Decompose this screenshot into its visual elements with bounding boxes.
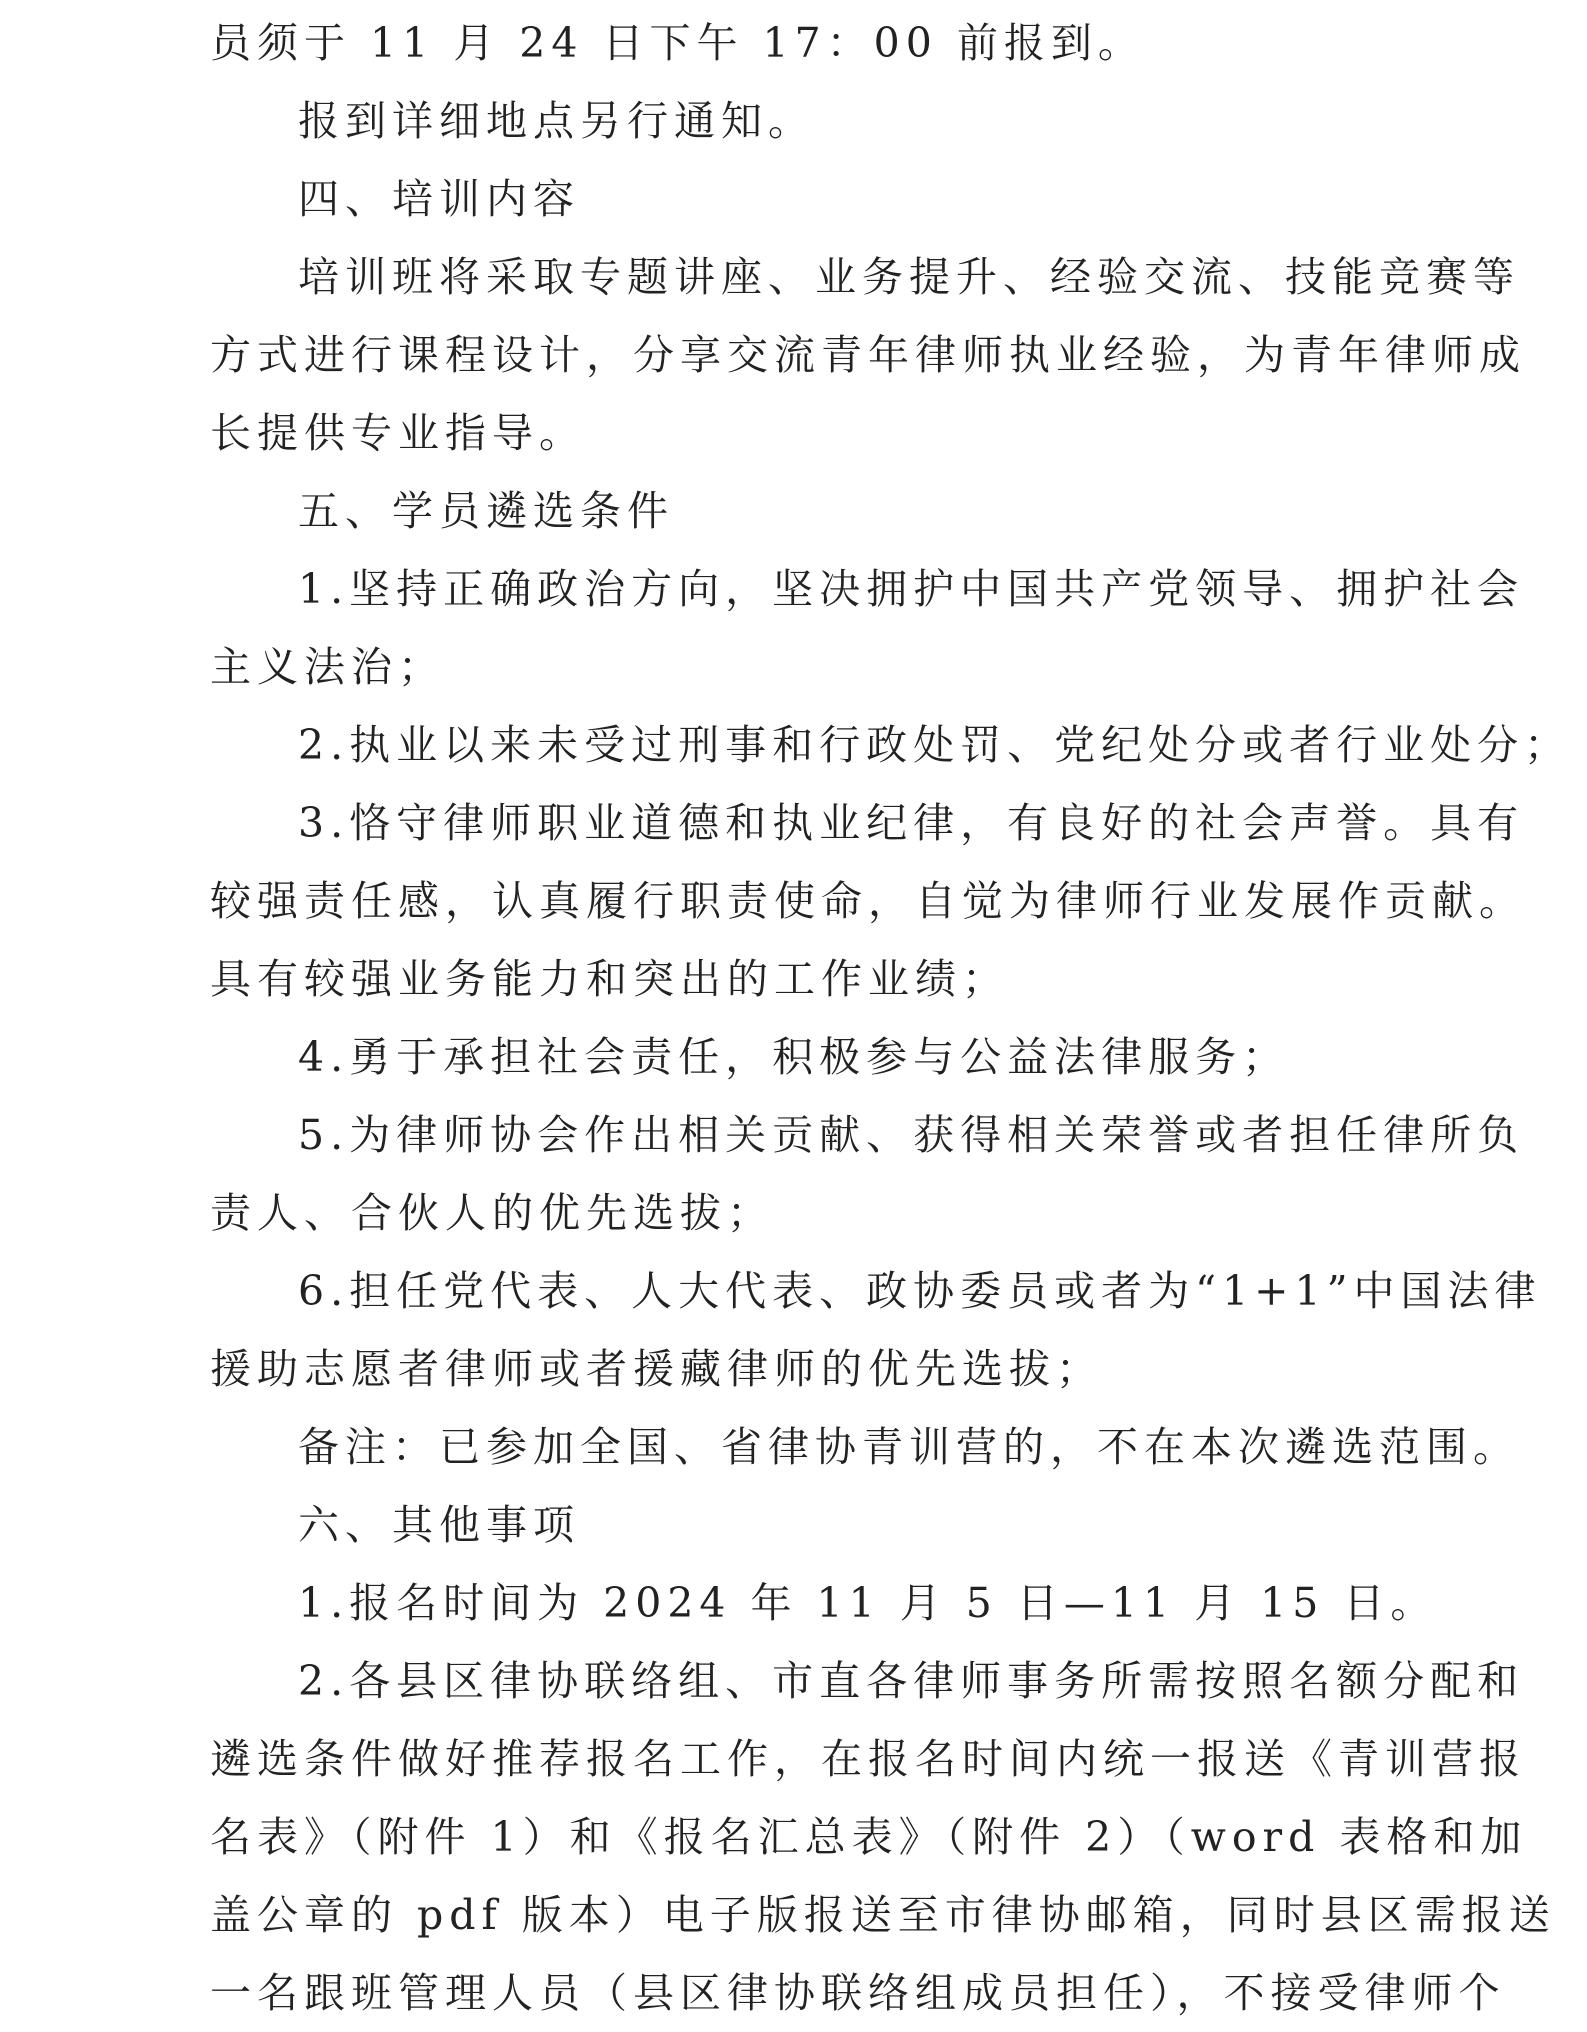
- document-body: [210, 4, 1572, 2032]
- paragraph-line: 长提供专业指导。: [210, 409, 586, 457]
- list-item-line: 一名跟班管理人员（县区律协联络组成员担任），不接受律师个: [210, 1969, 1506, 2017]
- paragraph-line: 员须于 11 月 24 日下午 17：00 前报到。: [210, 19, 1145, 67]
- section-heading: 四、培训内容: [298, 175, 580, 223]
- list-item-line: 盖公章的 pdf 版本）电子版报送至市律协邮箱，同时县区需报送: [210, 1891, 1556, 1939]
- list-item-line: 6.担任党代表、人大代表、政协委员或者为“1+1”中国法律: [298, 1267, 1542, 1315]
- list-item-line: 名表》（附件 1）和《报名汇总表》（附件 2）（word 表格和加: [210, 1813, 1528, 1861]
- list-item-line: 2.执业以来未受过刑事和行政处罚、党纪处分或者行业处分；: [298, 721, 1572, 769]
- list-item-line: 责人、合伙人的优先选拔；: [210, 1189, 774, 1237]
- section-heading: 五、学员遴选条件: [298, 487, 674, 535]
- list-item-line: 1.坚持正确政治方向，坚决拥护中国共产党领导、拥护社会: [298, 565, 1525, 613]
- list-item-line: 遴选条件做好推荐报名工作，在报名时间内统一报送《青训营报: [210, 1735, 1526, 1783]
- list-item-line: 援助志愿者律师或者援藏律师的优先选拔；: [210, 1345, 1103, 1393]
- list-item-line: 主义法治；: [210, 643, 445, 691]
- paragraph-line: 报到详细地点另行通知。: [298, 97, 815, 145]
- list-item-line: 5.为律师协会作出相关贡献、获得相关荣誉或者担任律所负: [298, 1111, 1525, 1159]
- list-item-line: 1.报名时间为 2024 年 11 月 5 日—11 月 15 日。: [298, 1579, 1438, 1627]
- list-item-line: 2.各县区律协联络组、市直各律师事务所需按照名额分配和: [298, 1657, 1525, 1705]
- paragraph-line: 培训班将采取专题讲座、业务提升、经验交流、技能竞赛等: [298, 253, 1520, 301]
- list-item-line: 具有较强业务能力和突出的工作业绩；: [210, 955, 1009, 1003]
- list-item-line: 4.勇于承担社会责任，积极参与公益法律服务；: [298, 1033, 1290, 1081]
- section-heading: 六、其他事项: [298, 1501, 580, 1549]
- list-item-line: 较强责任感，认真履行职责使命，自觉为律师行业发展作贡献。: [210, 877, 1526, 925]
- note-line: 备注：已参加全国、省律协青训营的，不在本次遴选范围。: [298, 1423, 1520, 1471]
- paragraph-line: 方式进行课程设计，分享交流青年律师执业经验，为青年律师成: [210, 331, 1526, 379]
- list-item-line: 3.恪守律师职业道德和执业纪律，有良好的社会声誉。具有: [298, 799, 1525, 847]
